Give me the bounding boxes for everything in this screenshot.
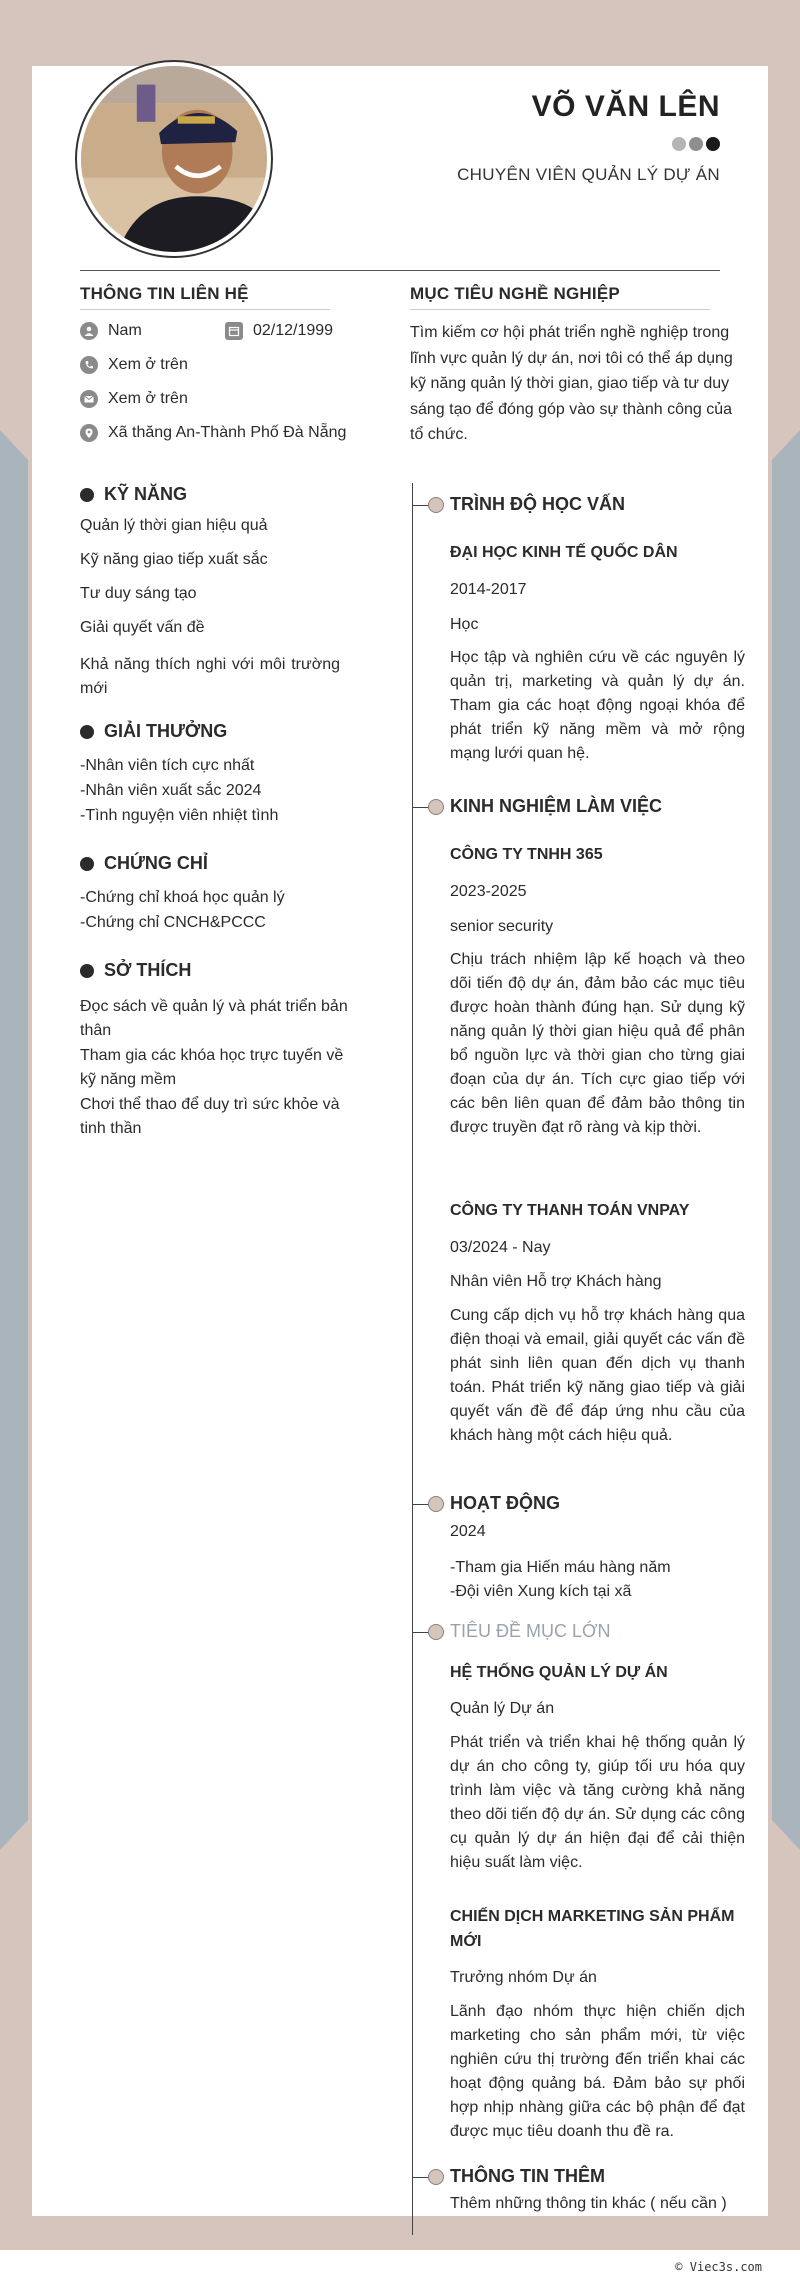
calendar-icon [225,322,243,340]
job-role: senior security [450,918,554,935]
phone-icon [80,356,98,374]
right-decor-band [772,430,800,1850]
education-period: 2014-2017 [450,581,527,598]
job-period: 03/2024 - Nay [450,1239,551,1256]
activity-item: -Đội viên Xung kích tại xã [450,1583,632,1600]
bullet-dot-icon [80,964,94,978]
contact-birthday [225,322,333,340]
address-value: Xã thăng An-Thành Phố Đà Nẵng [108,424,347,441]
award-item: -Tình nguyện viên nhiệt tình [80,807,279,824]
activity-item: -Tham gia Hiến máu hàng năm [450,1559,671,1576]
activities-year: 2024 [450,1523,486,1540]
hobby-item: Chơi thể thao để duy trì sức khỏe và tinh thần [80,1096,340,1137]
project-description: Lãnh đạo nhóm thực hiện chiến dịch marketing cho sản phẩm mới, từ việc nghiên cứu thị trường đến triển khai các hoạt động quảng bá. Đảm bảo sự phối hợp nhịp nhàng giữa các bộ phận để đạt được mục tiêu doanh thu đề ra. [450,2003,745,2140]
certificate-item: -Chứng chỉ khoá học quản lý [80,889,285,906]
location-pin-icon [80,424,98,442]
job-description: Chịu trách nhiệm lập kế hoạch và theo dõi tiến độ dự án, đảm bảo các mục tiêu được hoàn thành đúng hạn. Sử dụng kỹ năng quản lý thời gian hiệu quả để phân bổ nguồn lực và thời gian cho từng giai đoạn của dự án. Tích cực giao tiếp với các bên liên quan để đảm bảo thông tin được truyền đạt rõ ràng và kịp thời. [450,951,745,1136]
hobby-item: Tham gia các khóa học trực tuyến về kỹ năng mềm [80,1047,344,1088]
avatar [75,60,273,258]
bullet-dot-icon [80,488,94,502]
project-name: HỆ THỐNG QUẢN LÝ DỰ ÁN [450,1664,668,1681]
education-school: ĐẠI HỌC KINH TẾ QUỐC DÂN [450,544,678,561]
hobby-item: Đọc sách về quản lý và phát triển bản thân [80,998,348,1039]
skills-title-text: KỸ NĂNG [104,484,188,504]
job-role: Nhân viên Hỗ trợ Khách hàng [450,1273,662,1290]
contact-section-title: THÔNG TIN LIÊN HỆ [80,284,249,303]
job-period: 2023-2025 [450,883,527,900]
timeline-node [428,2169,444,2185]
skill-item: Khả năng thích nghi với môi trường mới [80,656,340,697]
accent-dots [672,137,720,151]
avatar-photo [81,66,267,252]
candidate-name: VÕ VĂN LÊN [531,90,720,123]
timeline-node [428,497,444,513]
mail-icon [80,390,98,408]
email-value: Xem ở trên [108,390,188,407]
project-name: CHIẾN DỊCH MARKETING SẢN PHẨM MỚI [450,1908,735,1950]
accent-dot [706,137,720,151]
objective-section-title: MỤC TIÊU NGHỀ NGHIỆP [410,284,620,303]
certificates-section-title [80,853,208,874]
certificate-item: -Chứng chỉ CNCH&PCCC [80,914,266,931]
accent-dot [689,137,703,151]
hobbies-section-title [80,960,191,981]
gender-value: Nam [108,322,142,339]
timeline-line [412,483,413,2235]
contact-gender [80,322,142,340]
skill-item: Giải quyết vấn đề [80,619,205,636]
contact-title-underline [80,309,330,310]
skill-item: Kỹ năng giao tiếp xuất sắc [80,551,268,568]
project-role: Quản lý Dự án [450,1700,555,1717]
contact-email [80,390,188,408]
more-info-section-title: THÔNG TIN THÊM [450,2166,605,2186]
accent-dot [672,137,686,151]
header-divider [80,270,720,271]
awards-title-text: GIẢI THƯỞNG [104,721,228,741]
phone-value: Xem ở trên [108,356,188,373]
job-company: CÔNG TY THANH TOÁN VNPAY [450,1202,690,1219]
job-description: Cung cấp dịch vụ hỗ trợ khách hàng qua điện thoại và email, giải quyết các vấn đề phát sinh liên quan đến dịch vụ thanh toán. Phát triển kỹ năng giao tiếp và giải quyết vấn đề để đáp ứng nhu cầu của khách hàng một cách hiệu quả. [450,1307,745,1444]
award-item: -Nhân viên tích cực nhất [80,757,255,774]
timeline-node [428,1624,444,1640]
contact-address [80,424,346,442]
bullet-dot-icon [80,725,94,739]
project-role: Trưởng nhóm Dự án [450,1969,597,1986]
contact-phone [80,356,188,374]
project-description: Phát triển và triển khai hệ thống quản lý dự án cho công ty, giúp tối ưu hóa quy trình làm việc và tăng cường khả năng theo dõi tiến độ dự án. Sử dụng các công cụ quản lý dự án hiện đại để cải thiện hiệu suất làm việc. [450,1734,745,1871]
job-title: CHUYÊN VIÊN QUẢN LÝ DỰ ÁN [457,165,720,184]
objective-text: Tìm kiếm cơ hội phát triển nghề nghiệp trong lĩnh vực quản lý dự án, nơi tôi có thể áp dụng kỹ năng quản lý thời gian, giao tiếp và tư duy sáng tạo để đóng góp vào sự thành công của tổ chức. [410,324,733,443]
activities-section-title: HOẠT ĐỘNG [450,1493,560,1513]
awards-section-title [80,721,227,742]
experience-section-title: KINH NGHIỆM LÀM VIỆC [450,796,663,816]
job-company: CÔNG TY TNHH 365 [450,846,603,863]
hobbies-title-text: SỞ THÍCH [104,960,192,980]
skills-section-title [80,484,187,505]
timeline-node [428,799,444,815]
education-section-title: TRÌNH ĐỘ HỌC VẤN [450,494,625,514]
birthday-value: 02/12/1999 [253,322,334,339]
projects-section-title: TIÊU ĐỀ MỤC LỚN [450,1621,611,1641]
skill-item: Quản lý thời gian hiệu quả [80,517,268,534]
timeline-node [428,1496,444,1512]
watermark-credit: © Viec3s.com [675,2260,762,2274]
objective-title-underline [410,309,710,310]
award-item: -Nhân viên xuất sắc 2024 [80,782,262,799]
left-decor-band [0,430,28,1850]
bullet-dot-icon [80,857,94,871]
more-info-text: Thêm những thông tin khác ( nếu cần ) [450,2195,727,2212]
person-icon [80,322,98,340]
certificates-title-text: CHỨNG CHỈ [104,853,208,873]
education-description: Học tập và nghiên cứu về các nguyên lý quản trị, marketing và quản lý dự án. Tham gia các hoạt động ngoại khóa để phát triển kỹ năng mềm và mở rộng mạng lưới quan hệ. [450,649,745,762]
education-field: Học [450,616,479,633]
skill-item: Tư duy sáng tạo [80,585,197,602]
